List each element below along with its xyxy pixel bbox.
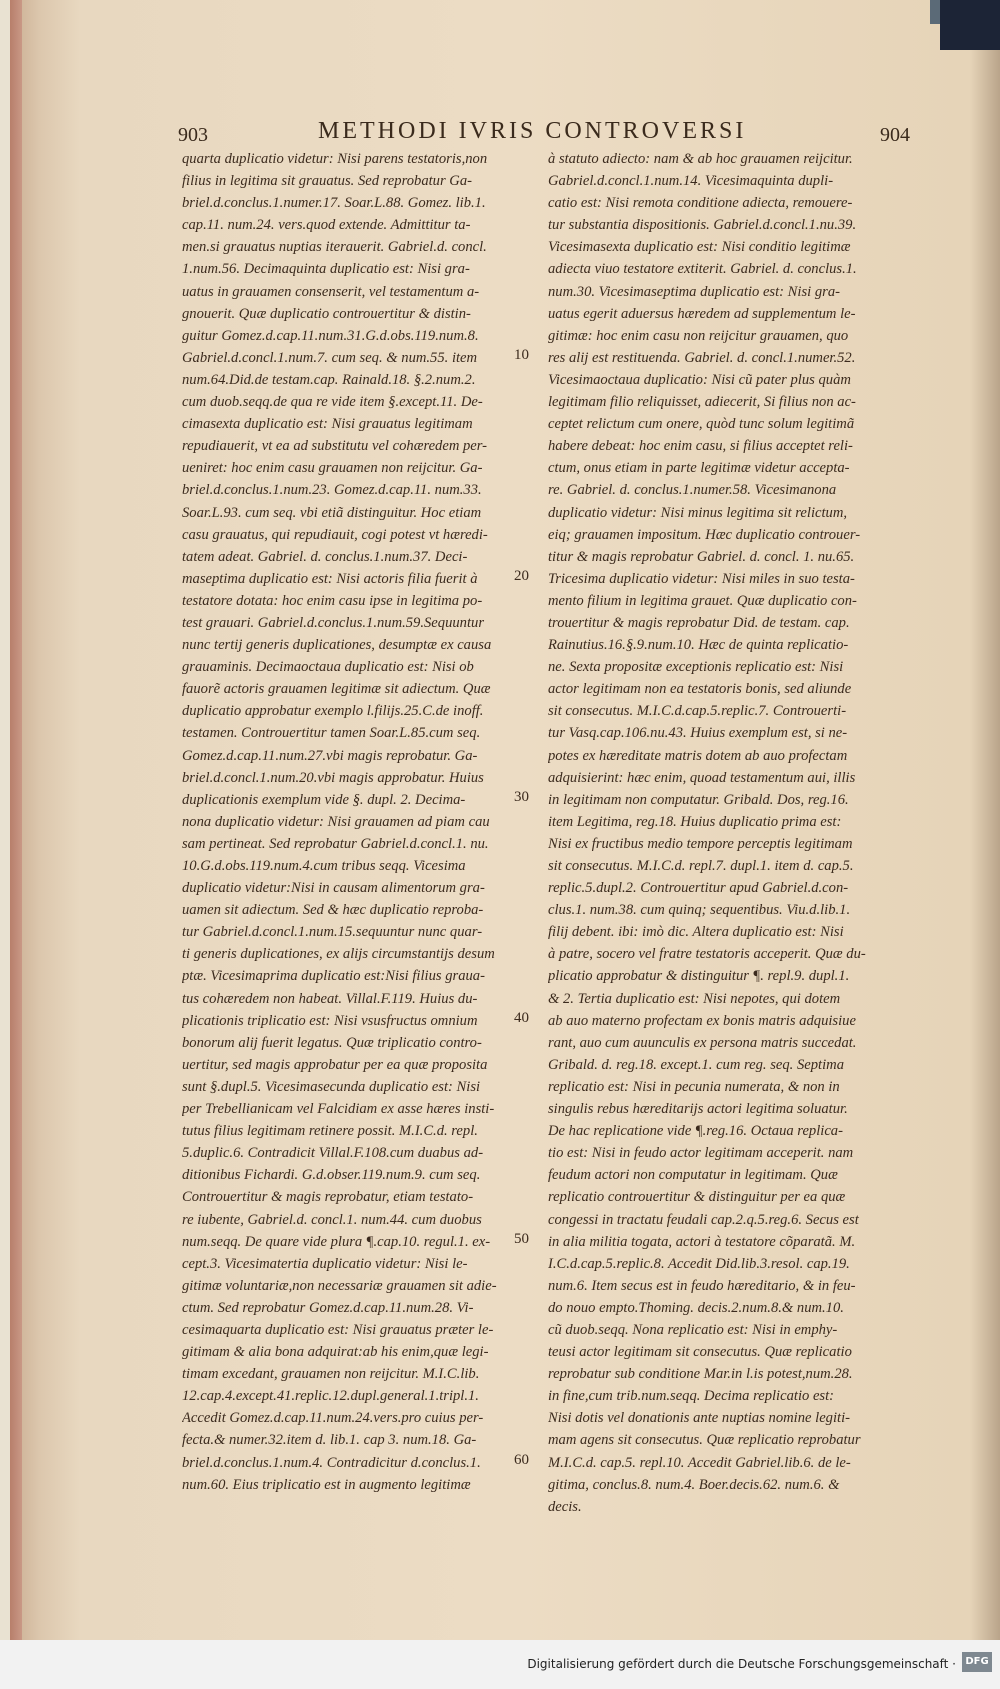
text-line: eiq; grauamen impositum. Hæc duplicatio controuer- [548,526,861,543]
text-line: cap.11. num.24. vers.quod extende. Admittitur ta- [182,217,471,234]
text-line: M.I.C.d. cap.5. repl.10. Accedit Gabriel.lib.6. de le- [548,1454,851,1471]
text-line: fecta.& numer.32.item d. lib.1. cap 3. num.18. Ga- [182,1432,477,1449]
text-line: trouertitur & magis reprobatur Did. de testam. cap. [548,614,850,631]
text-line: ditionibus Fichardi. G.d.obser.119.num.9. cum seq. [182,1167,481,1184]
text-line: congessi in tractatu feudali cap.2.q.5.reg.6. Secus est [548,1211,859,1228]
text-line: uamen sit adiectum. Sed & hæc duplicatio reproba- [182,902,484,919]
text-line: briel.d.conclus.1.numer.17. Soar.L.88. Gomez. lib.1. [182,195,486,212]
text-line: tur Gabriel.d.concl.1.num.15.sequuntur nunc quar- [182,924,483,941]
text-line: ti generis duplicationes, ex alijs circumstantijs desum [182,946,495,963]
text-line: tatem adeat. Gabriel. d. conclus.1.num.37. Deci- [182,548,468,565]
text-line: filius in legitima sit grauatus. Sed reprobatur Ga- [182,173,472,190]
text-line: duplicatio videtur: Nisi minus legitima sit relictum, [548,504,848,521]
text-line: Rainutius.16.§.9.num.10. Hæc de quinta replicatio- [548,637,849,654]
text-line: Soar.L.93. cum seq. vbi etiã distinguitur. Hoc etiam [182,504,482,521]
text-line: in alia militia togata, actori à testatore cõparatã. M. [548,1233,856,1250]
text-line: Nisi dotis vel donationis ante nuptias nomine legiti- [548,1410,850,1427]
text-line: casu grauatus, qui repudiauit, cogi potest vt hæredi- [182,526,488,543]
text-line: num.30. Vicesimaseptima duplicatio est: Nisi gra- [548,283,840,300]
text-line: item Legitima, reg.18. Huius duplicatio prima est: [548,813,842,830]
margin-line-number: 60 [514,1451,529,1468]
text-line: Tricesima duplicatio videtur: Nisi miles in suo testa- [548,570,855,587]
text-line: clus.1. num.38. cum quinq; sequentibus. Viu.d.lib.1. [548,902,851,919]
dfg-logo-icon: DFG [962,1652,992,1672]
text-line: maseptima duplicatio est: Nisi actoris filia fuerit à [182,570,478,587]
text-column-left [182,148,544,1496]
page-number-left: 903 [178,124,208,146]
text-line: re. Gabriel. d. conclus.1.numer.58. Vicesimanona [548,482,837,499]
text-line: tio est: Nisi in feudo actor legitimam acceperit. nam [548,1145,854,1162]
text-line: tur Vasq.cap.106.nu.43. Huius exemplum est, si ne- [548,725,848,742]
text-line: De hac replicatione vide ¶.reg.16. Octaua replica- [548,1123,843,1140]
text-line: titur & magis reprobatur Gabriel. d. concl. 1. nu.65. [548,548,855,565]
text-line: à statuto adiecto: nam & ab hoc grauamen reijcitur. [548,151,853,167]
text-line: habere debeat: hoc enim casu, si filius acceptet reli- [548,438,853,455]
text-line: mento filium in legitima grauet. Quæ duplicatio con- [548,592,857,609]
text-line: test grauari. Gabriel.d.conclus.1.num.59.Sequuntur [182,614,484,631]
text-line: nunc tertij generis duplicationes, desumptæ ex causa [182,637,492,654]
text-line: do nouo empto.Thoming. decis.2.num.8.& num.10. [548,1299,844,1316]
text-line: gitimæ: hoc enim casu non reijcitur grauamen, quo [548,327,849,344]
text-line: teusi actor legitimam sit consecutus. Quæ replicatio [548,1344,852,1361]
text-line: Gribald. d. reg.18. except.1. cum reg. seq. Septima [548,1056,845,1073]
text-line: briel.d.conclus.1.num.4. Contradicitur d.conclus.1. [182,1454,481,1471]
text-line: in fine,cum trib.num.seqq. Decima replicatio est: [548,1388,835,1405]
text-line: uatus egerit aduersus hæredem ad supplementum le- [548,305,856,322]
text-line: num.64.Did.de testam.cap. Rainald.18. §.2.num.2. [182,371,476,388]
text-line: Controuertitur & magis reprobatur, etiam testato- [182,1189,474,1206]
text-line: gitima, conclus.8. num.4. Boer.decis.62. num.6. & [548,1476,840,1493]
text-line: gitimæ voluntariæ,non necessariæ grauamen sit adie- [182,1277,497,1294]
margin-line-number: 30 [514,788,529,805]
text-line: repudiauerit, vt ea ad substitutu vel cohæredem per- [182,438,488,455]
text-line: uertitur, sed magis approbatur per ea quæ proposita [182,1056,488,1073]
text-line: duplicationis exemplum vide §. dupl. 2. Decima- [182,791,466,808]
text-line: Gabriel.d.concl.1.num.7. cum seq. & num.55. item [182,349,478,366]
text-line: feudum actori non computatur in legitimam. Quæ [548,1167,838,1184]
footer-credit: Digitalisierung gefördert durch die Deutsche Forschungsgemeinschaft · [527,1657,956,1671]
running-title: METHODI IVRIS CONTROVERSI [318,118,747,144]
text-line: res alij est restituenda. Gabriel. d. concl.1.numer.52. [548,349,856,366]
text-line: men.si grauatus nuptias iterauerit. Gabriel.d. concl. [182,239,487,256]
text-column-right [548,148,914,1518]
text-line: adiecta viuo testatore extiterit. Gabriel. d. conclus.1. [548,261,857,278]
text-line: cesimaquarta duplicatio est: Nisi grauatus præter le- [182,1321,494,1338]
margin-line-number: 20 [514,567,529,584]
text-line: sit consecutus. M.I.C.d. repl.7. dupl.1. item d. cap.5. [548,858,854,874]
text-line: duplicatio videtur:Nisi in causam alimentorum gra- [182,880,485,897]
text-line: Vicesimaoctaua duplicatio: Nisi cũ pater plus quàm [548,371,851,388]
page-header [178,118,910,152]
text-line: grauaminis. Decimaoctaua duplicatio est: Nisi ob [182,659,474,676]
text-line: timam excedant, grauamen non reijcitur. M.I.C.lib. [182,1366,480,1383]
text-line: sam pertineat. Sed reprobatur Gabriel.d.concl.1. nu. [182,835,489,852]
text-line: num.6. Item secus est in feudo hæreditario, & in feu- [548,1277,856,1294]
text-line: ceptet relictum cum onere, quòd tunc solum legitimã [548,416,855,433]
text-line: reprobatur sub conditione Mar.in l.is potest,num.28. [548,1366,853,1383]
footer-bar [0,1640,1000,1689]
text-line: replicatio controuertitur & distinguitur per ea quæ [548,1189,846,1206]
text-line: num.seqq. De quare vide plura ¶.cap.10. regul.1. ex- [182,1233,491,1250]
text-line: replic.5.dupl.2. Controuertitur apud Gabriel.d.con- [548,880,849,897]
text-line: sit consecutus. M.I.C.d.cap.5.replic.7. Controuerti- [548,703,847,720]
text-line: 10.G.d.obs.119.num.4.cum tribus seqq. Vicesima [182,858,466,874]
page-edge [10,0,22,1640]
text-line: fauorẽ actoris grauamen legitimæ sit adiectum. Quæ [182,681,491,698]
margin-line-number: 10 [514,346,529,363]
text-line: tus cohæredem non habeat. Villal.F.119. Huius du- [182,990,478,1007]
text-line: cimasexta duplicatio est: Nisi grauatus legitimam [182,416,473,433]
text-line: num.60. Eius triplicatio est in augmento legitimæ [182,1476,471,1493]
text-line: 12.cap.4.except.41.replic.12.dupl.general.1.tripl.1. [182,1388,479,1405]
text-line: bonorum alij fuerit legatus. Quæ triplicatio contro- [182,1034,482,1051]
text-line: testamen. Controuertitur tamen Soar.L.85.cum seq. [182,725,481,742]
text-line: decis. [548,1498,582,1515]
text-line: ctum, onus etiam in parte legitimæ videtur accepta- [548,460,850,477]
text-line: plicatio approbatur & distinguitur ¶. repl.9. dupl.1. [548,968,850,985]
page-number-right: 904 [880,124,910,146]
text-line: per Trebellianicam vel Falcidiam ex asse hæres insti- [182,1101,495,1118]
text-line: actor legitimam non ea testatoris bonis, sed aliunde [548,681,852,698]
text-line: in legitimam non computatur. Gribald. Dos, reg.16. [548,791,849,808]
text-line: ab auo materno profectam ex bonis matris adquisiue [548,1012,856,1029]
binding-corner [940,0,1000,50]
text-line: Gabriel.d.concl.1.num.14. Vicesimaquinta dupli- [548,173,834,190]
text-line: nona duplicatio videtur: Nisi grauamen ad piam cau [182,813,490,830]
text-line: ptæ. Vicesimaprima duplicatio est:Nisi filius graua- [182,968,485,985]
text-line: legitimam filio reliquisset, adiecerit, Si filius non ac- [548,394,856,411]
text-line: rant, auo cum auunculis ex persona matris succedat. [548,1034,857,1051]
text-line: cept.3. Vicesimatertia duplicatio videtur: Nisi le- [182,1255,468,1272]
text-line: I.C.d.cap.5.replic.8. Accedit Did.lib.3.resol. cap.19. [548,1255,850,1272]
text-line: guitur Gomez.d.cap.11.num.31.G.d.obs.119.num.8. [182,327,479,344]
text-line: tur substantia dispositionis. Gabriel.d.concl.1.nu.39. [548,217,857,234]
text-line: cũ duob.seqq. Nona replicatio est: Nisi in emphy- [548,1321,838,1338]
text-line: briel.d.conclus.1.num.23. Gomez.d.cap.11. num.33. [182,482,482,499]
text-line: plicationis triplicatio est: Nisi vsusfructus omnium [182,1012,478,1029]
text-line: ctum. Sed reprobatur Gomez.d.cap.11.num.28. Vi- [182,1299,474,1316]
text-line: testatore dotata: hoc enim casu ipse in legitima po- [182,592,483,609]
text-line: quarta duplicatio videtur: Nisi parens testatoris,non [182,151,488,167]
text-line: tutus filius legitimam retinere possit. M.I.C.d. repl. [182,1123,478,1140]
text-line: Nisi ex fructibus medio tempore perceptis legitimam [548,835,853,852]
text-line: ne. Sexta propositæ exceptionis replicatio est: Nisi [548,659,844,676]
text-line: filij debent. ibi: imò dic. Altera duplicatio est: Nisi [548,924,844,941]
text-line: & 2. Tertia duplicatio est: Nisi nepotes, qui dotem [548,990,841,1007]
text-line: catio est: Nisi remota conditione adiecta, remouere- [548,195,853,212]
margin-line-number: 50 [514,1230,529,1247]
text-line: re iubente, Gabriel.d. concl.1. num.44. cum duobus [182,1211,482,1228]
text-line: à patre, socero vel fratre testatoris acceperit. Quæ du- [548,946,866,963]
text-line: 1.num.56. Decimaquinta duplicatio est: Nisi gra- [182,261,470,278]
text-line: Accedit Gomez.d.cap.11.num.24.vers.pro cuius per- [182,1410,484,1427]
text-line: cum duob.seqq.de qua re vide item §.except.11. De- [182,394,483,411]
text-line: 5.duplic.6. Contradicit Villal.F.108.cum duabus ad- [182,1145,484,1162]
text-line: Gomez.d.cap.11.num.27.vbi magis reprobatur. Ga- [182,747,478,764]
text-line: gnouerit. Quæ duplicatio controuertitur & distin- [182,305,471,322]
text-line: gitimam & alia bona adquirat:ab his enim,quæ legi- [182,1344,489,1361]
text-line: replicatio est: Nisi in pecunia numerata, & non in [548,1078,840,1095]
text-line: uatus in grauamen consenserit, vel testamentum a- [182,283,480,300]
text-line: duplicatio approbatur exemplo l.filijs.25.C.de inoff. [182,703,484,720]
text-line: ueniret: hoc enim casu grauamen non reijcitur. Ga- [182,460,483,477]
text-line: Vicesimasexta duplicatio est: Nisi conditio legitimæ [548,239,851,256]
text-line: potes ex hæreditate matris dotem ab auo profectam [548,747,848,764]
text-line: briel.d.concl.1.num.20.vbi magis approbatur. Huius [182,769,484,786]
text-line: mam agens sit consecutus. Quæ replicatio reprobatur [548,1432,861,1449]
margin-line-number: 40 [514,1009,529,1026]
text-line: singulis rebus hæreditarijs actori legitima soluatur. [548,1101,848,1118]
text-line: sunt §.dupl.5. Vicesimasecunda duplicatio est: Nisi [182,1078,481,1095]
text-line: adquisierint: hæc enim, quoad testamentum aui, illis [548,769,856,786]
